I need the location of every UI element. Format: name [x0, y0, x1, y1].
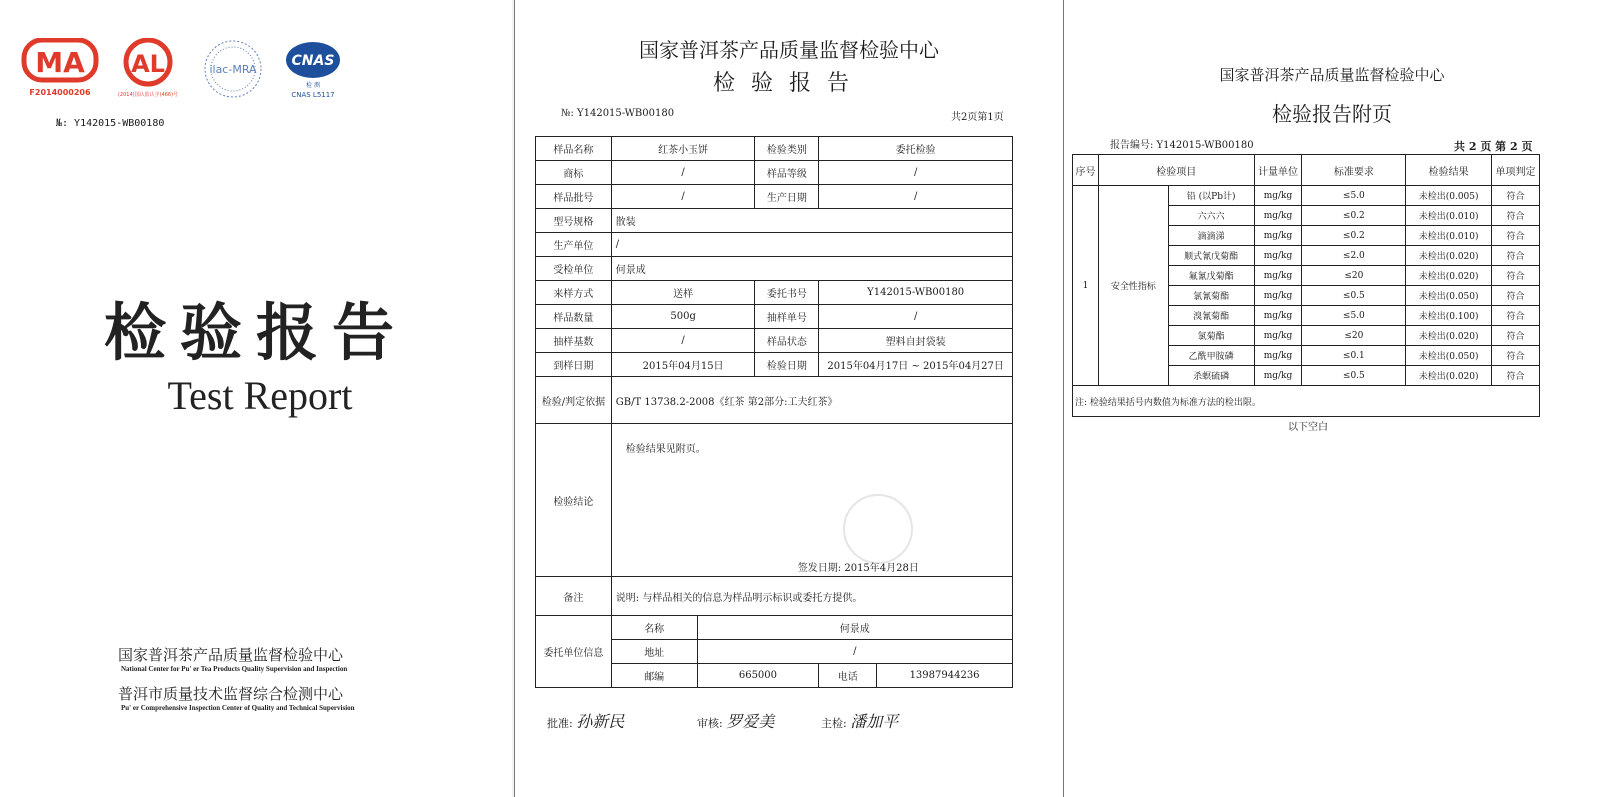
cell-unit: mg/kg — [1254, 346, 1302, 366]
cell-label: 商标 — [536, 161, 612, 185]
cover-page — [0, 0, 512, 797]
cell-label: 来样方式 — [536, 281, 612, 305]
cell-value: 红茶小玉饼 — [611, 137, 755, 161]
cell-std: ≤0.5 — [1302, 366, 1406, 386]
cell-value: / — [697, 640, 1012, 664]
cell-value: / — [819, 161, 1013, 185]
cell-std: ≤20 — [1302, 266, 1406, 286]
cell-value: / — [819, 305, 1013, 329]
cover-org2-en: Pu' er Comprehensive Inspection Center of Quality and Technical Supervision — [121, 704, 355, 712]
table-row — [536, 305, 1013, 329]
cell-item: 铅 (以Pb计) — [1168, 186, 1254, 206]
cell-value: Y142015-WB00180 — [819, 281, 1013, 305]
cal-logo — [110, 38, 190, 104]
ilac-mra-logo-icon — [200, 38, 266, 100]
cell-judge: 符合 — [1492, 226, 1540, 246]
cell-result: 未检出(0.050) — [1406, 346, 1492, 366]
cell-label: 备注 — [536, 577, 612, 616]
cell-label: 样品等级 — [755, 161, 819, 185]
review-label: 审核: — [697, 717, 723, 730]
cell-result: 未检出(0.020) — [1406, 266, 1492, 286]
cell-unit: mg/kg — [1254, 366, 1302, 386]
cell-unit: mg/kg — [1254, 266, 1302, 286]
cell-item: 顺式氰戊菊酯 — [1168, 246, 1254, 266]
cell-label: 检验结论 — [536, 424, 612, 577]
cma-logo-icon — [20, 38, 104, 96]
cell-item: 氯菊酯 — [1168, 326, 1254, 346]
cell-unit: mg/kg — [1254, 326, 1302, 346]
cell-result: 未检出(0.020) — [1406, 366, 1492, 386]
cell-unit: mg/kg — [1254, 286, 1302, 306]
appendix-page — [1064, 0, 1600, 797]
cell-judge: 符合 — [1492, 306, 1540, 326]
ilac-mra-logo — [200, 38, 266, 104]
report-center-name: 国家普洱茶产品质量监督检验中心 — [639, 38, 939, 62]
cell-label: 委托单位信息 — [536, 616, 612, 688]
cell-label: 电话 — [819, 664, 877, 688]
cell-value: / — [611, 233, 1012, 257]
cell-value: 2015年04月15日 — [611, 353, 755, 377]
cell-unit: mg/kg — [1254, 206, 1302, 226]
approve-signature — [547, 709, 624, 732]
cell-result: 未检出(0.020) — [1406, 246, 1492, 266]
cell-judge: 符合 — [1492, 246, 1540, 266]
cell-label: 委托书号 — [755, 281, 819, 305]
cell-value: GB/T 13738.2-2008《红茶 第2部分:工夫红茶》 — [611, 377, 1012, 424]
cell-label: 检验/判定依据 — [536, 377, 612, 424]
cnas-logo-icon — [282, 38, 348, 102]
blank-below-note: 以下空白 — [1288, 422, 1328, 433]
header-judge: 单项判定 — [1492, 155, 1540, 186]
cell-label: 抽样单号 — [755, 305, 819, 329]
cell-label: 样品状态 — [755, 329, 819, 353]
cell-value: 说明: 与样品相关的信息为样品明示标识或委托方提供。 — [611, 577, 1012, 616]
svg-text:(2014)国认监认字(466)号: (2014)国认监认字(466)号 — [117, 92, 179, 98]
cell-judge: 符合 — [1492, 326, 1540, 346]
cell-value: 13987944236 — [877, 664, 1013, 688]
cell-result: 未检出(0.020) — [1406, 326, 1492, 346]
cell-label: 生产日期 — [755, 185, 819, 209]
report-title: 检验报告 — [712, 71, 865, 96]
appendix-page-count: 共 2 页 第 2 页 — [1454, 140, 1533, 153]
results-table — [1072, 154, 1540, 417]
cell-label: 生产单位 — [536, 233, 612, 257]
header-std: 标准要求 — [1302, 155, 1406, 186]
cell-judge: 符合 — [1492, 206, 1540, 226]
cell-label: 样品批号 — [536, 185, 612, 209]
cover-org1-en: National Center for Pu' er Tea Products Quality Supervision and Inspection — [121, 665, 348, 673]
cell-unit: mg/kg — [1254, 186, 1302, 206]
cell-item: 氟氰戊菊酯 — [1168, 266, 1254, 286]
cover-org2-cn: 普洱市质量技术监督综合检测中心 — [118, 685, 344, 703]
table-row — [536, 185, 1013, 209]
cell-std: ≤0.1 — [1302, 346, 1406, 366]
cell-item: 溴氰菊酯 — [1168, 306, 1254, 326]
conclusion-cell — [611, 424, 1012, 577]
cell-label: 邮编 — [611, 664, 697, 688]
issue-date: 签发日期: 2015年4月28日 — [797, 563, 919, 574]
main-inspector-signature — [821, 709, 898, 732]
cell-unit: mg/kg — [1254, 226, 1302, 246]
cell-value: 665000 — [697, 664, 819, 688]
cell-value: 2015年04月17日 ~ 2015年04月27日 — [819, 353, 1013, 377]
table-row — [536, 281, 1013, 305]
table-row — [536, 233, 1013, 257]
cover-cert-number: №: Y142015-WB00180 — [56, 118, 165, 129]
cell-value: 委托检验 — [819, 137, 1013, 161]
table-row — [536, 353, 1013, 377]
cell-label: 样品名称 — [536, 137, 612, 161]
cell-result: 未检出(0.050) — [1406, 286, 1492, 306]
cell-label: 抽样基数 — [536, 329, 612, 353]
cell-value: / — [611, 161, 755, 185]
svg-text:F2014000206: F2014000206 — [29, 88, 91, 96]
cell-value: 500g — [611, 305, 755, 329]
svg-text:CNAS L5117: CNAS L5117 — [291, 91, 335, 99]
header-result: 检验结果 — [1406, 155, 1492, 186]
header-unit: 计量单位 — [1254, 155, 1302, 186]
svg-text:ilac-MRA: ilac-MRA — [209, 63, 257, 76]
stamp-seal — [843, 494, 913, 564]
cell-judge: 符合 — [1492, 346, 1540, 366]
cell-value: / — [611, 329, 755, 353]
appendix-center-name: 国家普洱茶产品质量监督检验中心 — [1219, 66, 1445, 84]
cell-item: 乙酰甲胺磷 — [1168, 346, 1254, 366]
cell-item: 杀螟硫磷 — [1168, 366, 1254, 386]
header-item: 检验项目 — [1098, 155, 1254, 186]
cell-label: 检验日期 — [755, 353, 819, 377]
cell-label: 地址 — [611, 640, 697, 664]
cover-title-cn: 检验报告 — [103, 296, 408, 369]
cell-category: 安全性指标 — [1098, 186, 1168, 386]
cell-value: 散装 — [611, 209, 1012, 233]
appendix-title: 检验报告附页 — [1272, 102, 1392, 126]
header-seq: 序号 — [1073, 155, 1099, 186]
table-row — [1073, 186, 1540, 206]
appendix-report-number: 报告编号: Y142015-WB00180 — [1110, 140, 1254, 151]
cell-label: 型号规格 — [536, 209, 612, 233]
table-row — [536, 137, 1013, 161]
table-note-row — [1073, 386, 1540, 417]
report-info-table — [535, 136, 1013, 688]
table-row — [536, 209, 1013, 233]
svg-text:检 测: 检 测 — [306, 82, 320, 89]
cover-org1-cn: 国家普洱茶产品质量监督检验中心 — [118, 646, 344, 664]
cell-result: 未检出(0.010) — [1406, 206, 1492, 226]
cell-value: 何景成 — [697, 616, 1012, 640]
cell-label: 受检单位 — [536, 257, 612, 281]
approve-label: 批准: — [547, 717, 573, 730]
cal-logo-icon — [110, 38, 190, 100]
cell-label: 到样日期 — [536, 353, 612, 377]
approve-name: 孙新民 — [576, 712, 625, 731]
conclusion-text: 检验结果见附页。 — [625, 444, 706, 455]
cell-std: ≤0.5 — [1302, 286, 1406, 306]
review-name: 罗爱美 — [726, 712, 775, 731]
cell-label: 名称 — [611, 616, 697, 640]
cell-std: ≤5.0 — [1302, 186, 1406, 206]
cell-value: 塑料自封袋装 — [819, 329, 1013, 353]
cma-logo — [20, 38, 104, 100]
table-row — [536, 577, 1013, 616]
cell-label: 检验类别 — [755, 137, 819, 161]
cell-std: ≤0.2 — [1302, 226, 1406, 246]
cell-seq: 1 — [1073, 186, 1099, 386]
table-row — [536, 161, 1013, 185]
main-name: 潘加平 — [850, 712, 899, 731]
table-row — [536, 424, 1013, 577]
cell-judge: 符合 — [1492, 186, 1540, 206]
table-row — [536, 329, 1013, 353]
cell-value: / — [611, 185, 755, 209]
cnas-logo — [282, 38, 348, 106]
cell-item: 六六六 — [1168, 206, 1254, 226]
cell-std: ≤20 — [1302, 326, 1406, 346]
cell-unit: mg/kg — [1254, 246, 1302, 266]
svg-text:AL: AL — [131, 50, 165, 78]
cell-std: ≤2.0 — [1302, 246, 1406, 266]
cell-value: 送样 — [611, 281, 755, 305]
cell-value: 何景成 — [611, 257, 1012, 281]
cell-result: 未检出(0.100) — [1406, 306, 1492, 326]
cell-judge: 符合 — [1492, 366, 1540, 386]
report-page — [514, 0, 1064, 797]
cell-std: ≤5.0 — [1302, 306, 1406, 326]
cell-result: 未检出(0.010) — [1406, 226, 1492, 246]
cell-unit: mg/kg — [1254, 306, 1302, 326]
main-label: 主检: — [821, 717, 847, 730]
cell-label: 样品数量 — [536, 305, 612, 329]
review-signature — [697, 709, 774, 732]
cell-value: / — [819, 185, 1013, 209]
svg-text:MA: MA — [35, 46, 85, 79]
report-page-count: 共2页第1页 — [951, 112, 1004, 123]
cell-judge: 符合 — [1492, 266, 1540, 286]
svg-text:CNAS: CNAS — [291, 53, 335, 69]
cell-result: 未检出(0.005) — [1406, 186, 1492, 206]
report-number: №: Y142015-WB00180 — [561, 108, 675, 119]
cover-title-en: Test Report — [167, 373, 353, 418]
table-header-row — [1073, 155, 1540, 186]
cell-item: 氯氰菊酯 — [1168, 286, 1254, 306]
cell-judge: 符合 — [1492, 286, 1540, 306]
cell-std: ≤0.2 — [1302, 206, 1406, 226]
cell-item: 滴滴涕 — [1168, 226, 1254, 246]
table-row — [536, 257, 1013, 281]
table-row — [536, 377, 1013, 424]
table-note: 注: 检验结果括号内数值为标准方法的检出限。 — [1073, 386, 1540, 417]
table-row — [536, 616, 1013, 640]
